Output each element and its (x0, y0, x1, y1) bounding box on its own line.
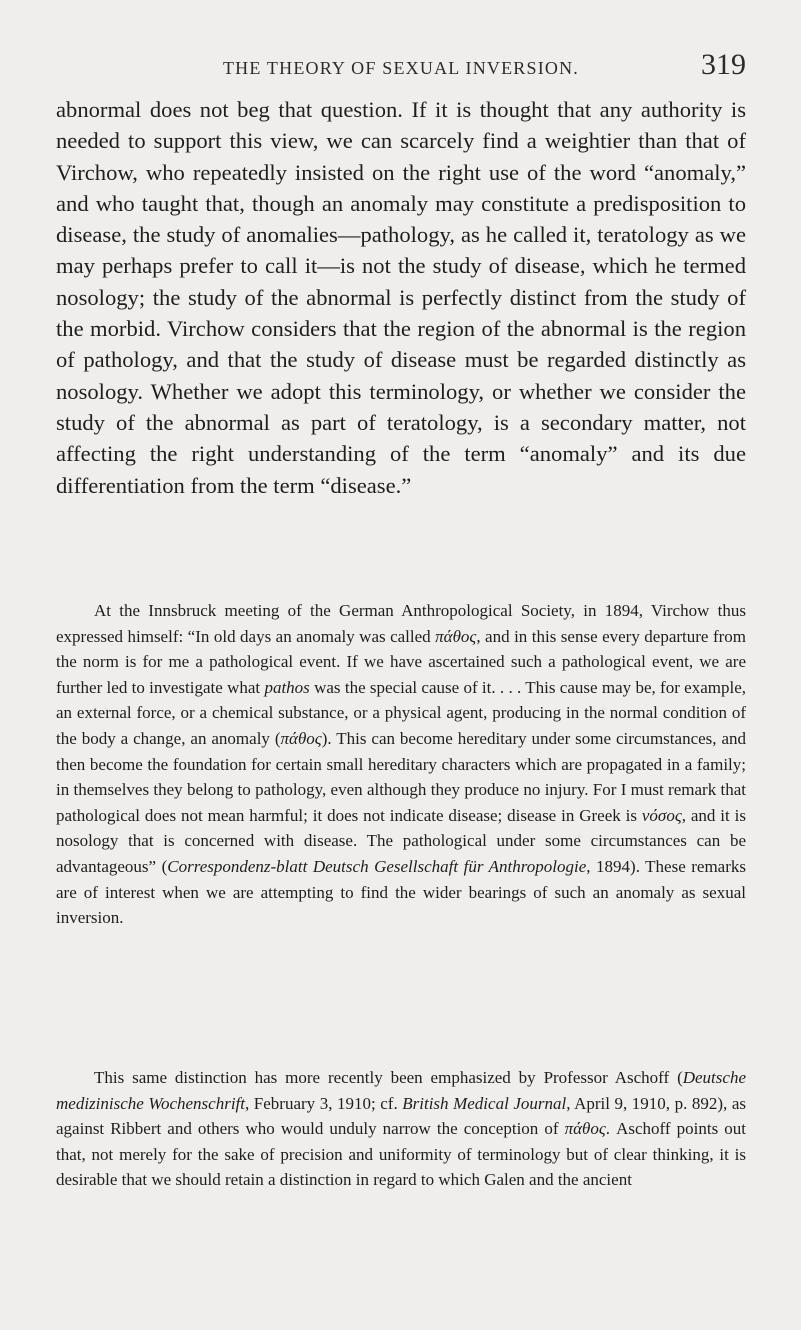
page-number: 319 (701, 48, 746, 81)
greek-nosos: νόσος (641, 805, 682, 825)
greek-pathos: πάθος (280, 728, 322, 748)
journal-title: British Medical Journal (402, 1093, 567, 1113)
body-paragraph: abnormal does not beg that question. If it is thought that any authority is needed to support this view, we can scarcely find a weightier than that of Virchow, who repeatedly insisted on the right use of the word “anomaly,” and who taught that, though an anomaly may constitute a predisposition to disease, the study of anomalies—pathology, as he called it, teratology as we may perhaps prefer to call it—is not the study of disease, which he termed nosology; the study of the abnormal is perfectly distinct from the study of the morbid. Virchow considers that the region of the abnormal is the region of pathology, and that the study of disease must be regarded distinctly as nosology. Whether we adopt this terminology, or whether we consider the study of the abnormal as part of teratology, is a secondary matter, not affecting the right understanding of the term “anomaly” and its due differentiation from the term “disease.” (56, 97, 746, 498)
note-text: This same distinction has more recently been emphasized by Professor Aschoff ( (94, 1068, 683, 1087)
note-text: , 1894). These remarks are of interest when we are attempting to find the wider bearings of such an anomaly as sexual inversion. (56, 856, 747, 928)
running-head (56, 48, 746, 88)
note-paragraph-virchow (56, 598, 746, 931)
italic-pathos: pathos (264, 677, 310, 697)
note-text: was the special cause of it. . . . This cause may be, for example, an external force, or a chemical substance, or a physical agent, producing in the normal condition of the body a change, an anomaly ( (56, 677, 746, 748)
note-text: , and it is nosology that is concerned with disease. The pathological under some circumstances can be advantageous” ( (56, 805, 746, 876)
greek-pathos: πάθος (435, 626, 477, 646)
note-text: , and in this sense every departure from the norm is for me a pathological event. If we have ascertained such a pathological event, we are further led to investigate what (56, 626, 746, 697)
greek-pathos: πάθος (564, 1119, 606, 1139)
journal-title: Correspondenz-blatt Deutsch Gesellschaft für Anthropologie (167, 856, 587, 876)
journal-title: Deutsche medizinische Wochenschrift (56, 1068, 746, 1113)
note-text: . Aschoff points out that, not merely for the sake of precision and uniformity of terminology but of clear thinking, it is desirable that we should retain a distinction in regard to which Galen and the ancient (56, 1119, 746, 1190)
note-text: ). This can become hereditary under some circumstances, and then become the foundation for certain small hereditary characters which are propagated in a family; in themselves they belong to pathology, even although they produce no injury. For I must remark that pathological does not mean harmful; it does not indicate disease; disease in Greek is (56, 728, 746, 825)
book-page (56, 0, 746, 1330)
note-text: , February 3, 1910; cf. (245, 1093, 403, 1113)
note-paragraph-aschoff (56, 1065, 746, 1193)
running-title: THE THEORY OF SEXUAL INVERSION. (222, 58, 580, 78)
note-text: At the Innsbruck meeting of the German Anthropological Society, in 1894, Virchow thus expressed himself: “In old days an anomaly was called (56, 601, 746, 646)
note-text: , April 9, 1910, p. 892), as against Ribbert and others who would unduly narrow the conception of (56, 1093, 746, 1139)
